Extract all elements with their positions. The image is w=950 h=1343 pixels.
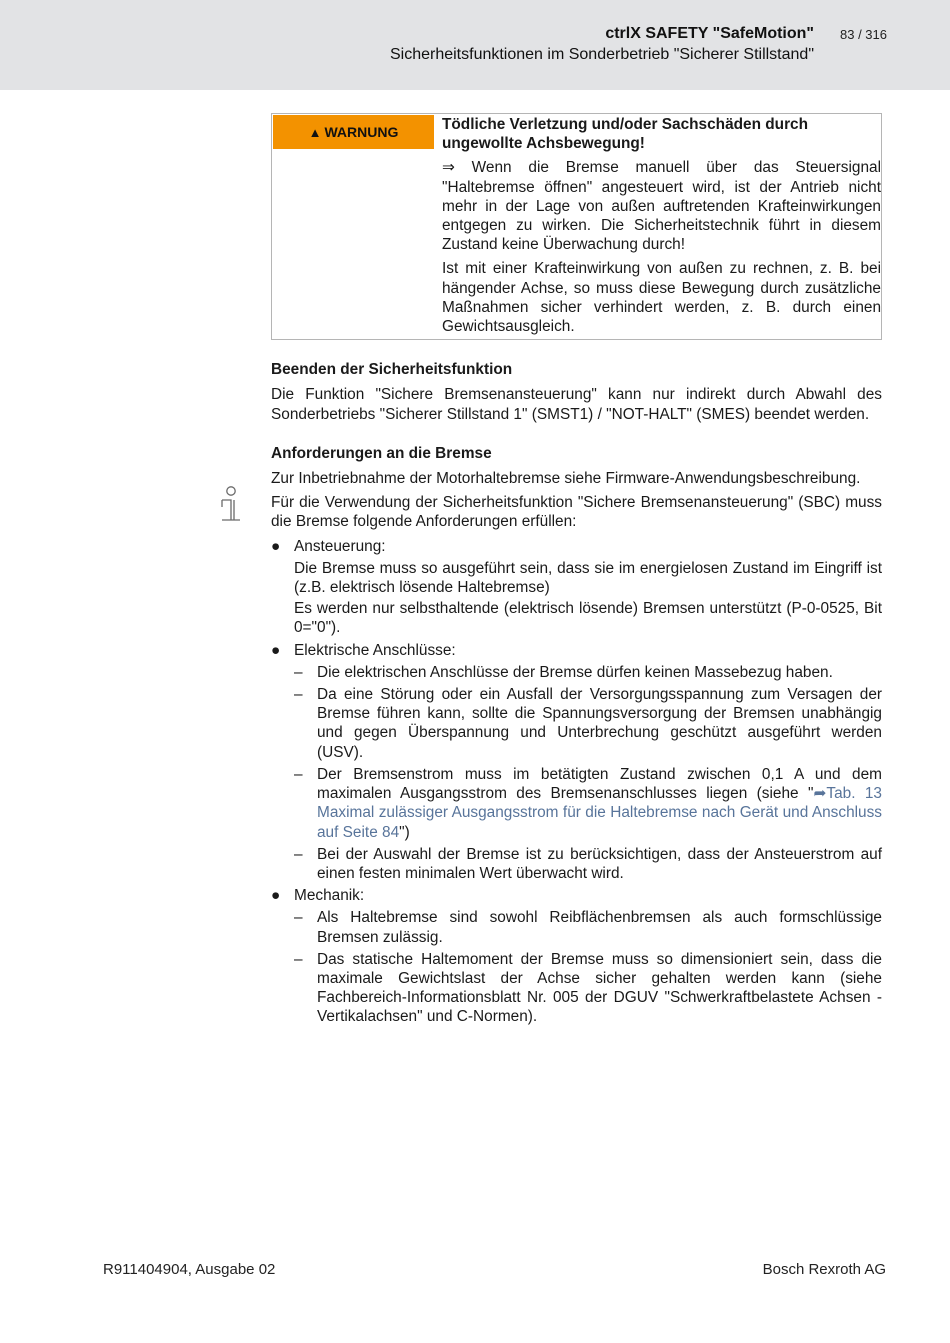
info-icon [219, 485, 243, 523]
bullet-icon: ● [271, 537, 281, 555]
sub-list-text: Als Haltebremse sind sowohl Reibflächenbremsen als auch formschlüssige Bremsen zulässig. [317, 909, 882, 946]
warning-label [273, 115, 434, 149]
sub-list-text: Das statische Haltemoment der Bremse muss so dimensioniert sein, dass die maximale Gewichtslast der Achse sicher gehalten werden kann (siehe Fachbereich-Informationsblatt Nr. 005 der DGUV "Schwerkraftbelastete Achsen - Vertikalachsen" und C-Normen). [317, 950, 882, 1026]
section-end-text: Die Funktion "Sichere Bremsenansteuerung" kann nur indirekt durch Abwahl des Sonderbetriebs "Sicherer Stillstand 1" (SMST1) / "NOT-HALT" (SMES) beendet werden. [271, 386, 882, 423]
list-item-control [271, 537, 882, 638]
sub-list-text: Die elektrischen Anschlüsse der Bremse dürfen keinen Massebezug haben. [317, 663, 833, 681]
requirements-intro: Für die Verwendung der Sicherheitsfunktion "Sichere Bremsenansteuerung" (SBC) muss die Bremse folgende Anforderungen erfüllen: [271, 494, 882, 531]
info-note-text: Zur Inbetriebnahme der Motorhaltebremse siehe Firmware-Anwendungsbeschreibung. [271, 470, 861, 488]
section-heading-end: Beenden der Sicherheitsfunktion [271, 361, 513, 379]
warning-box [271, 113, 882, 340]
warning-paragraph: Ist mit einer Krafteinwirkung von außen zu rechnen, z. B. bei hängender Achse, so muss diese Bewegung durch zusätzliche Maßnahmen sicher verhindert werden, z. B. durch einen Gewichtsausgleich. [442, 260, 881, 336]
page-number: 83 / 316 [840, 27, 887, 42]
list-item-paragraph: Die Bremse muss so ausgeführt sein, dass sie im energielosen Zustand im Eingriff ist (z.B. elektrisch lösende Haltebremse) [294, 559, 882, 597]
header-title: ctrlX SAFETY "SafeMotion" [605, 25, 814, 42]
sub-list-text: Da eine Störung oder ein Ausfall der Versorgungsspannung zum Versagen der Bremse führen kann, sollte die Spannungsversorgung der Bremsen unabhängig und gegen Überspannung und Unterbrechung geschützt ausgeführt werden (USV). [317, 686, 882, 761]
warning-title: Tödliche Verletzung und/oder Sachschäden durch ungewollte Achsbewegung! [442, 116, 809, 153]
header-subtitle: Sicherheitsfunktionen im Sonderbetrieb "Sicherer Stillstand" [389, 46, 814, 63]
dash-icon: – [294, 845, 303, 863]
bullet-icon: ● [271, 887, 281, 905]
sub-list-text: Der Bremsenstrom muss im betätigten Zustand zwischen 0,1 A und dem maximalen Ausgangsstrom des Bremsenanschlusses liegen (siehe " [317, 765, 882, 803]
requirements-list [271, 537, 882, 1027]
link-arrow-icon[interactable]: ➦ [813, 785, 827, 803]
dash-icon: – [294, 950, 303, 968]
sub-list [294, 908, 882, 1026]
list-item-title: Elektrische Anschlüsse: [294, 641, 456, 659]
warning-paragraph: ⇒ Wenn die Bremse manuell über das Steuersignal "Haltebremse öffnen" angesteuert wird, ist der Antrieb nicht mehr in der Lage von außen auftretenden Krafteinwirkungen entgegen zu wirken. Die Sicherheitstechnik führt in diesem Zustand keine Überwachung durch! [442, 159, 881, 254]
dash-icon: – [294, 686, 303, 704]
warning-label-cell [272, 114, 434, 339]
dash-icon: – [294, 663, 303, 681]
sub-list-text: Bei der Auswahl der Bremse ist zu berücksichtigen, dass der Ansteuerstrom auf einen festen minimalen Wert überwacht wird. [317, 845, 882, 882]
sub-list-item [294, 845, 882, 883]
section-heading-requirements: Anforderungen an die Bremse [271, 444, 492, 462]
sub-list-item [294, 765, 882, 842]
list-item-paragraph: Es werden nur selbsthaltende (elektrisch lösende) Bremsen unterstützt (P-0-0525, Bit 0="0"). [294, 600, 882, 637]
list-item-electrical [271, 641, 882, 883]
sub-list-item [294, 950, 882, 1027]
page-header [0, 0, 950, 90]
main-content [271, 113, 882, 1030]
warning-triangle-icon: ▲ [308, 125, 322, 140]
footer-doc-number: R911404904, Ausgabe 02 [103, 1261, 276, 1278]
sub-list-item [294, 663, 882, 682]
warning-text-cell [434, 114, 881, 339]
list-item-mechanics [271, 886, 882, 1026]
list-item-title: Mechanik: [294, 887, 365, 905]
warning-label-text: WARNUNG [324, 124, 399, 140]
sub-list-item [294, 685, 882, 762]
dash-icon: – [294, 909, 303, 927]
sub-list-item [294, 908, 882, 946]
sub-list-text: ") [399, 823, 410, 841]
dash-icon: – [294, 765, 303, 783]
table-reference-link[interactable]: Tab. 13 Maximal zulässiger Ausgangsstrom für die Haltebremse nach Gerät und Anschluss auf Seite 84 [317, 785, 882, 841]
bullet-icon: ● [271, 641, 281, 659]
sub-list [294, 663, 882, 883]
footer-company: Bosch Rexroth AG [762, 1261, 886, 1278]
list-item-title: Ansteuerung: [294, 537, 386, 555]
